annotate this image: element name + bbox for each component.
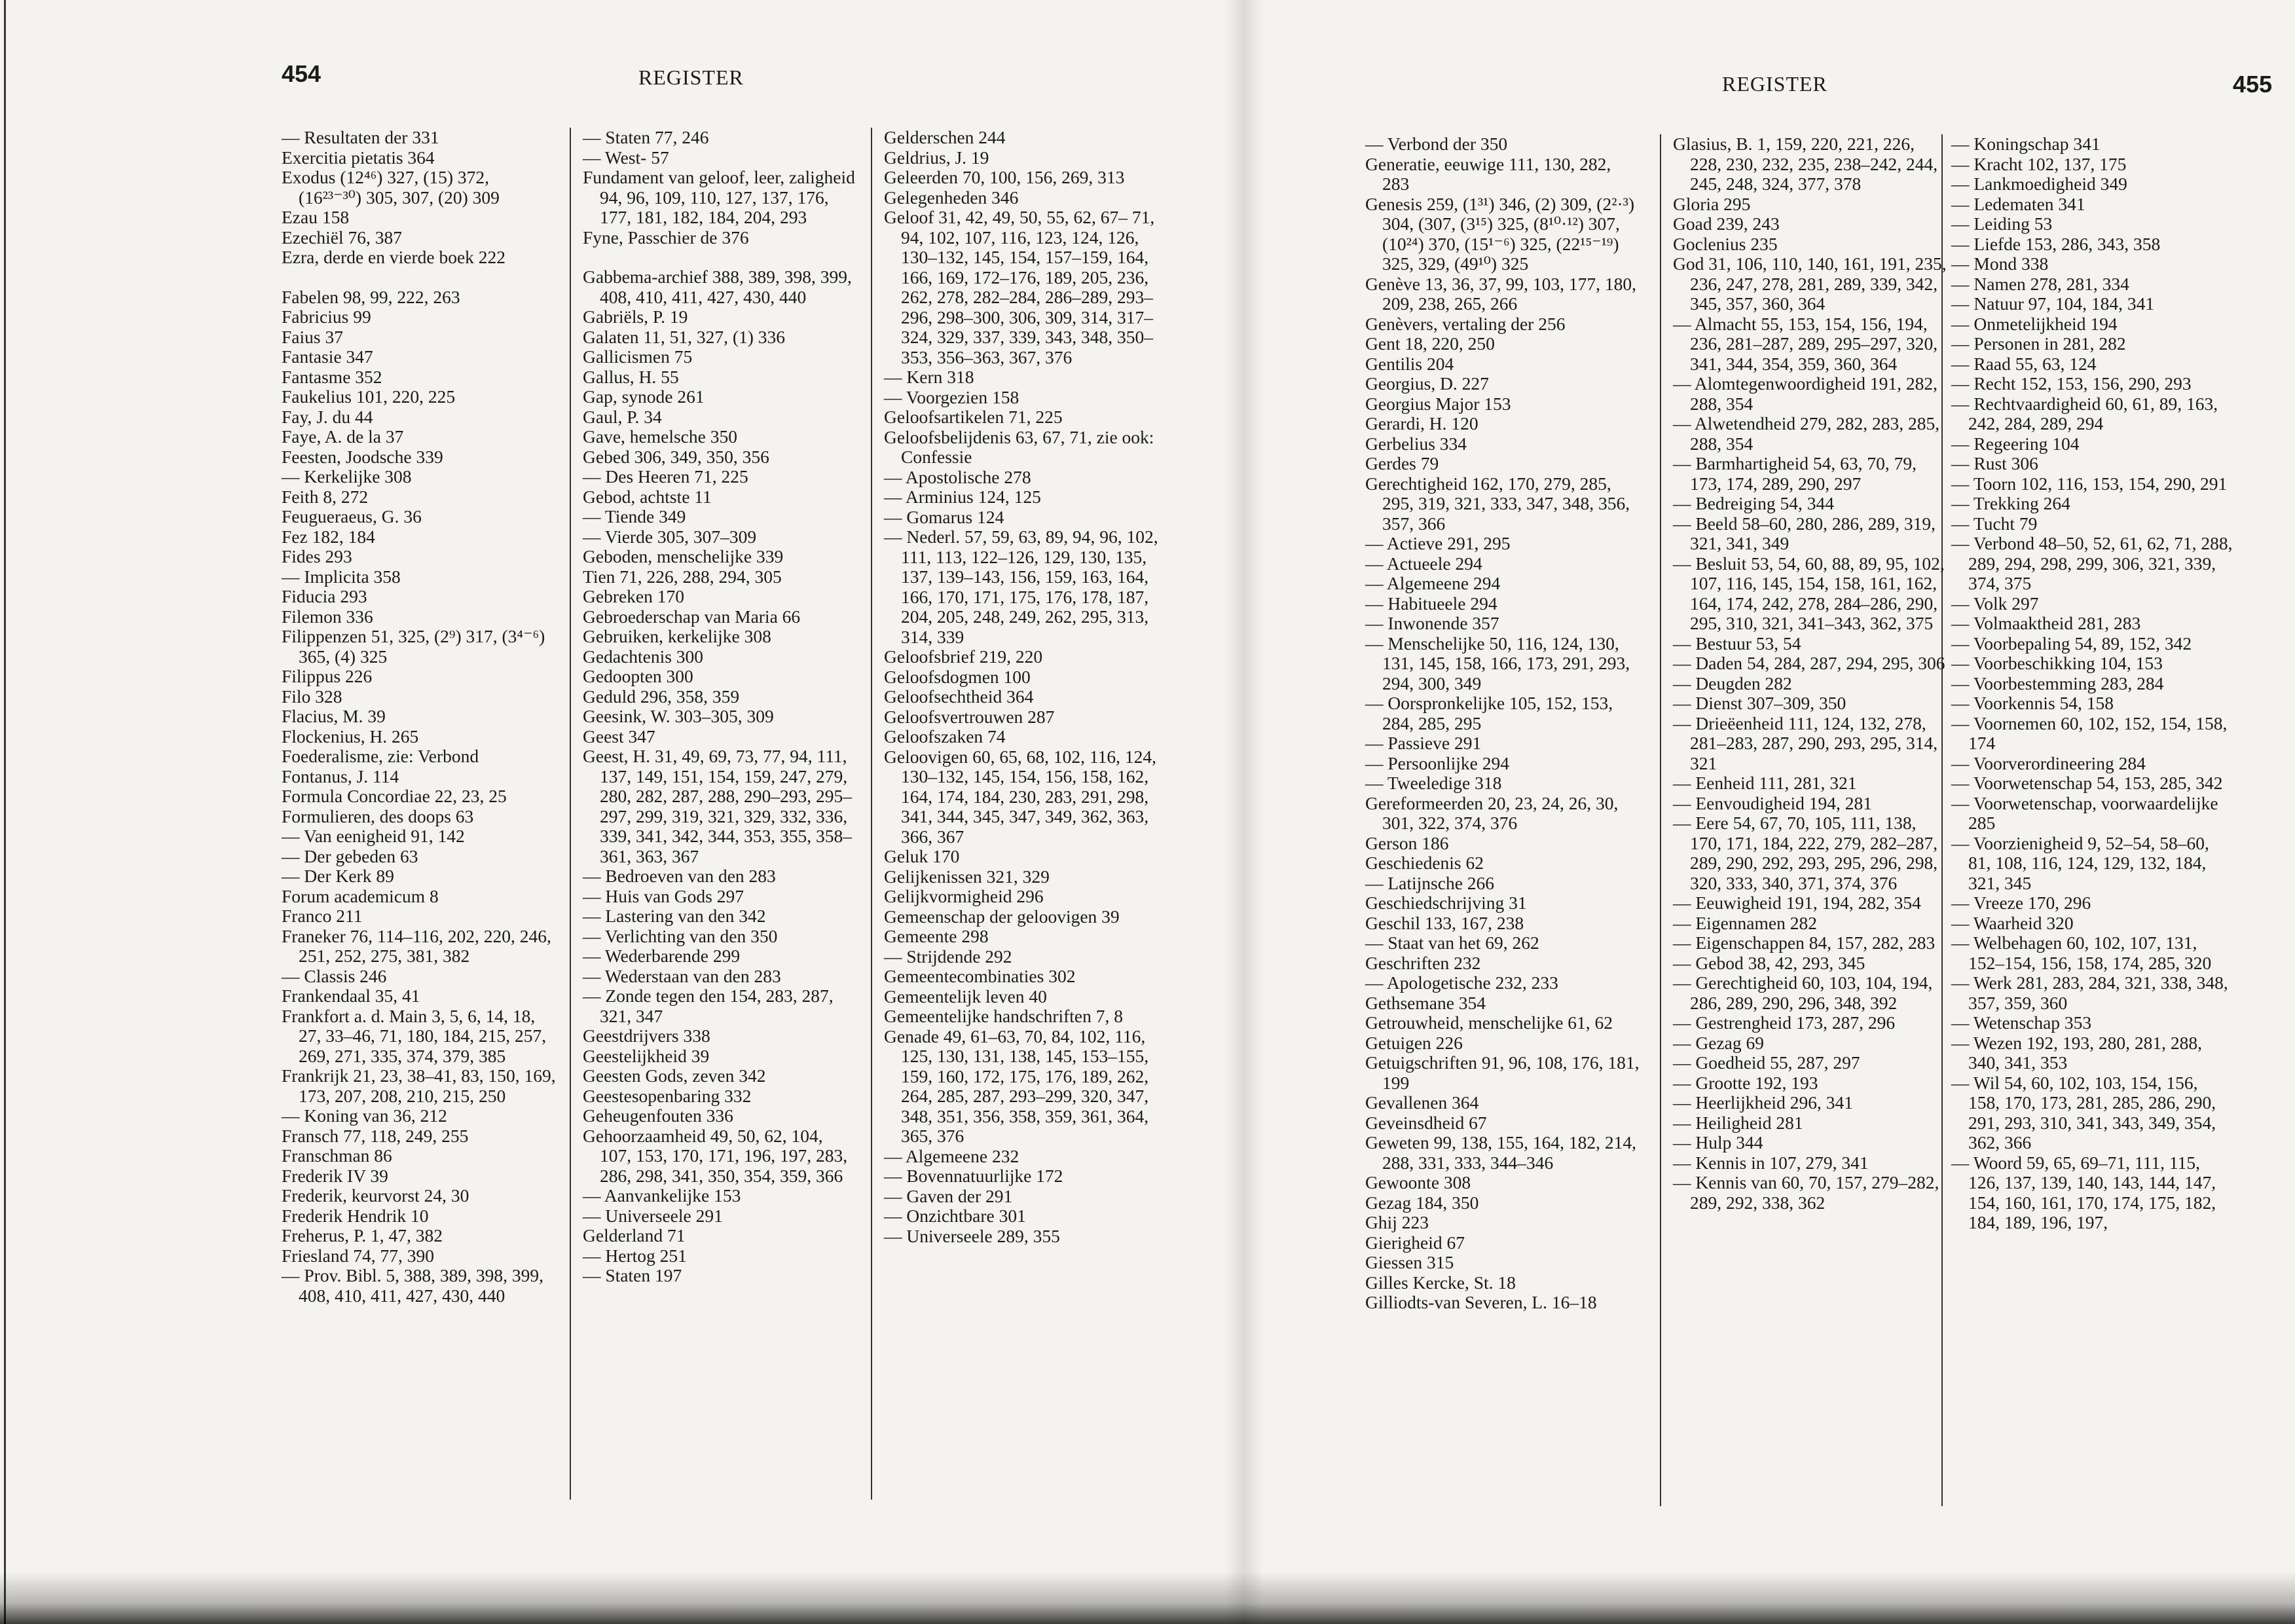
index-entry: — Actieve 291, 295: [1365, 533, 1511, 553]
index-entry: Feugueraeus, G. 36: [282, 506, 422, 526]
index-entry: Fay, J. du 44: [282, 406, 373, 427]
index-entry: Geluk 170: [884, 846, 960, 866]
index-entry: — Dienst 307–309, 350: [1673, 693, 1846, 713]
column-rule: [871, 128, 872, 1500]
index-entry: Generatie, eeuwige 111, 130, 282, 283: [1365, 153, 1611, 194]
index-entry: Frankfort a. d. Main 3, 5, 6, 14, 18, 27, 33–46, 71, 180, 184, 215, 257, 269, 271, 335, 374, 379, 385: [282, 1005, 547, 1066]
index-entry: Fez 182, 184: [282, 526, 375, 547]
left-page: [282, 0, 1211, 1572]
index-entry: Friesland 74, 77, 390: [282, 1245, 434, 1266]
index-entry: — Recht 152, 153, 156, 290, 293: [1951, 373, 2192, 394]
index-entry: — Bedreiging 54, 344: [1673, 493, 1834, 513]
index-entry: Glasius, B. 1, 159, 220, 221, 226, 228, 230, 232, 235, 238–242, 244, 245, 248, 324, 377, 378: [1673, 134, 1938, 194]
book-gutter: [1224, 0, 1264, 1624]
index-entry: Getuigschriften 91, 96, 108, 176, 181, 199: [1365, 1052, 1640, 1093]
index-entry: — Drieëenheid 111, 124, 132, 278, 281–283, 287, 290, 293, 295, 314, 321: [1673, 712, 1938, 773]
index-entry: — Trekking 264: [1951, 493, 2070, 513]
index-entry: Fransch 77, 118, 249, 255: [282, 1125, 469, 1146]
index-entry: — Bovennatuurlijke 172: [884, 1166, 1063, 1186]
index-entry: Forum academicum 8: [282, 885, 439, 906]
index-entry: Filo 328: [282, 686, 342, 707]
index-entry: Gedachtenis 300: [583, 646, 704, 667]
index-entry: — Strijdende 292: [884, 946, 1012, 967]
index-entry: — Voorwetenschap, voorwaardelijke 285: [1951, 792, 2218, 833]
index-entry: Getrouwheid, menschelijke 61, 62: [1365, 1012, 1613, 1033]
index-entry: — Apologetische 232, 233: [1365, 972, 1558, 993]
index-entry: — Raad 55, 63, 124: [1951, 353, 2097, 374]
index-entry: Flockenius, H. 265: [282, 726, 419, 747]
index-entry: Fiducia 293: [282, 586, 367, 606]
index-entry: — Heiligheid 281: [1673, 1112, 1803, 1133]
index-entry: — Toorn 102, 116, 153, 154, 290, 291: [1951, 473, 2228, 494]
index-entry: — Staten 197: [583, 1265, 682, 1285]
index-entry: Genève 13, 36, 37, 99, 103, 177, 180, 209, 238, 265, 266: [1365, 273, 1636, 314]
index-entry: Fides 293: [282, 546, 352, 566]
index-entry: — Vreeze 170, 296: [1951, 893, 2091, 913]
index-entry: Gallus, H. 55: [583, 366, 679, 387]
index-entry: Gemeenschap der geloovigen 39: [884, 906, 1120, 927]
index-entry: — Koning van 36, 212: [282, 1105, 447, 1126]
scan-bottom-edge: [0, 1572, 2295, 1624]
index-entry: — Namen 278, 281, 334: [1951, 273, 2129, 294]
index-entry: — Lastering van den 342: [583, 906, 766, 926]
page-edge-shadow: [4, 0, 6, 1624]
index-entry: Fabelen 98, 99, 222, 263: [282, 286, 460, 307]
index-entry: Frankendaal 35, 41: [282, 986, 420, 1006]
index-entry: Geest 347: [583, 726, 655, 747]
index-entry: — Eigennamen 282: [1673, 912, 1817, 933]
index-entry: God 31, 106, 110, 140, 161, 191, 235, 236, 247, 278, 281, 289, 339, 342, 345, 357, 360, 364: [1673, 253, 1947, 314]
index-entry: Gemeentecombinaties 302: [884, 966, 1076, 986]
index-entry: — Woord 59, 65, 69–71, 111, 115, 126, 137, 139, 140, 143, 144, 147, 154, 160, 161, 170, 174, 175, 182, 184, 189, 196, 197,: [1951, 1152, 2216, 1232]
index-entry: — Staten 77, 246: [583, 127, 709, 147]
index-entry: Gewoonte 308: [1365, 1172, 1471, 1192]
index-entry: — Wederbarende 299: [583, 946, 741, 966]
index-entry: — Werk 281, 283, 284, 321, 338, 348, 357, 359, 360: [1951, 972, 2228, 1013]
index-entry: — Eenheid 111, 281, 321: [1673, 773, 1857, 793]
index-entry: — Mond 338: [1951, 253, 2049, 274]
index-entry: — Voorgezien 158: [884, 386, 1019, 407]
index-entry: — Natuur 97, 104, 184, 341: [1951, 293, 2155, 314]
index-entry: Galaten 11, 51, 327, (1) 336: [583, 326, 786, 347]
index-entry: — Gebod 38, 42, 293, 345: [1673, 952, 1865, 973]
index-entry: — Der gebeden 63: [282, 845, 418, 866]
index-entry: — Welbehagen 60, 102, 107, 131, 152–154, 156, 158, 174, 285, 320: [1951, 932, 2212, 973]
index-entry: Fabricius 99: [282, 306, 371, 327]
index-entry: — Grootte 192, 193: [1673, 1072, 1818, 1093]
index-entry: Filippenzen 51, 325, (2⁹) 317, (3⁴⁻⁶) 365, (4) 325: [282, 626, 545, 667]
index-entry: Ghij 223: [1365, 1212, 1429, 1232]
index-entry: — Onzichtbare 301: [884, 1206, 1026, 1226]
index-entry: Gelijkvormigheid 296: [884, 886, 1044, 906]
page-number: 454: [282, 60, 321, 87]
index-entry: — Persoonlijke 294: [1365, 752, 1509, 773]
index-entry: — Beeld 58–60, 280, 286, 289, 319, 321, 341, 349: [1673, 513, 1936, 553]
index-entry: — Actueele 294: [1365, 553, 1482, 574]
index-entry: Giessen 315: [1365, 1252, 1454, 1272]
running-head: REGISTER: [638, 65, 744, 89]
index-entry: Fyne, Passchier de 376: [583, 227, 749, 248]
index-entry: — Voorbeschikking 104, 153: [1951, 653, 2163, 673]
index-entry: — Apostolische 278: [884, 466, 1031, 487]
index-entry: Formulieren, des doops 63: [282, 805, 474, 826]
index-entry: Gilliodts-van Severen, L. 16–18: [1365, 1292, 1597, 1312]
index-entry: — Bestuur 53, 54: [1673, 633, 1801, 654]
index-column-3: [884, 128, 1159, 1246]
index-entry: — Eere 54, 67, 70, 105, 111, 138, 170, 171, 184, 222, 279, 282–287, 289, 290, 292, 293, 295, 296, 298, 320, 333, 340, 371, 374, 376: [1673, 813, 1938, 893]
index-entry: — Almacht 55, 153, 154, 156, 194, 236, 281–287, 289, 295–297, 320, 341, 344, 354, 359, 360, 364: [1673, 313, 1938, 374]
index-entry: — Rust 306: [1951, 453, 2038, 473]
index-entry: Gedoopten 300: [583, 666, 693, 686]
index-entry: — Habitueele 294: [1365, 593, 1497, 614]
index-entry: — Gezag 69: [1673, 1032, 1764, 1053]
index-entry: — Wil 54, 60, 102, 103, 154, 156, 158, 170, 173, 281, 285, 286, 290, 291, 293, 310, 341, 343, 349, 354, 362, 366: [1951, 1072, 2216, 1153]
index-entry: Geweten 99, 138, 155, 164, 182, 214, 288, 331, 333, 344–346: [1365, 1132, 1636, 1173]
column-rule: [1660, 134, 1661, 1506]
index-entry: Geloofsvertrouwen 287: [884, 706, 1055, 727]
index-entry: Gebod, achtste 11: [583, 486, 712, 507]
index-entry: — Lankmoedigheid 349: [1951, 174, 2127, 194]
index-entry: Genesis 259, (1³¹) 346, (2) 309, (2²·³) 304, (307, (3¹⁵) 325, (8¹⁰·¹²) 307, (10²⁴) 370, (15¹⁻⁶) 325, (22¹⁵⁻¹⁹) 325, 329, (49¹⁰) 325: [1365, 193, 1635, 274]
index-entry: — Gomarus 124: [884, 506, 1004, 527]
index-entry: — Arminius 124, 125: [884, 487, 1041, 507]
index-entry: Gelderland 71: [583, 1225, 686, 1246]
index-entry: Gebreken 170: [583, 586, 685, 606]
index-entry: Goad 239, 243: [1673, 213, 1780, 234]
index-entry: Geschiedschrijving 31: [1365, 893, 1527, 913]
index-entry: — Tweeledige 318: [1365, 773, 1502, 793]
index-entry: Gentilis 204: [1365, 353, 1454, 374]
index-entry: — Verlichting van den 350: [583, 925, 778, 946]
index-entry: — Kerkelijke 308: [282, 466, 412, 487]
index-entry: — Kracht 102, 137, 175: [1951, 153, 2127, 174]
index-entry: Faius 37: [282, 326, 343, 347]
index-entry: — Barmhartigheid 54, 63, 70, 79, 173, 174, 289, 290, 297: [1673, 453, 1917, 494]
index-entry: Geduld 296, 358, 359: [583, 686, 740, 707]
index-entry: — Rechtvaardigheid 60, 61, 89, 163, 242, 284, 289, 294: [1951, 393, 2218, 434]
index-entry: Faukelius 101, 220, 225: [282, 386, 456, 407]
index-entry: Gilles Kercke, St. 18: [1365, 1272, 1516, 1293]
index-column-2: [583, 128, 858, 1286]
index-entry: — Verbond 48–50, 52, 61, 62, 71, 288, 289, 294, 298, 299, 306, 321, 339, 374, 375: [1951, 533, 2233, 593]
index-entry: Geestdrijvers 338: [583, 1025, 710, 1046]
index-entry: Tien 71, 226, 288, 294, 305: [583, 566, 782, 587]
index-entry: Gemeentelijke handschriften 7, 8: [884, 1006, 1124, 1026]
index-entry: Fundament van geloof, leer, zaligheid 94, 96, 109, 110, 127, 137, 176, 177, 181, 182, 184, 204, 293: [583, 167, 855, 227]
index-entry: Franco 211: [282, 906, 363, 926]
index-entry: — Van eenigheid 91, 142: [282, 826, 465, 846]
index-column-3: [1951, 134, 2233, 1233]
index-entry: — Universeele 291: [583, 1205, 723, 1226]
index-entry: Geestesopenbaring 332: [583, 1085, 752, 1106]
index-entry: Geboden, menschelijke 339: [583, 546, 784, 566]
index-entry: — Aanvankelijke 153: [583, 1185, 741, 1206]
index-entry: Georgius Major 153: [1365, 393, 1511, 414]
index-entry: — Inwonende 357: [1365, 613, 1499, 633]
column-rule: [570, 128, 571, 1500]
index-entry: Ezra, derde en vierde boek 222: [282, 247, 506, 267]
index-entry: Geloof 31, 42, 49, 50, 55, 62, 67– 71, 94, 102, 107, 116, 123, 124, 126, 130–132, 145, 154, 157–159, 164, 166, 169, 172–176, 189, 205, 236, 262, 278, 282–284, 286–289, 293–296, 298–300, 306, 309, 314, 317–324, 329, 337, 339, 343, 348, 350–353, 356–363, 367, 376: [884, 207, 1155, 367]
index-entry: Gereformeerden 20, 23, 24, 26, 30, 301, 322, 374, 376: [1365, 792, 1619, 833]
index-entry: Geheugenfouten 336: [583, 1105, 733, 1126]
index-entry: Geveinsdheid 67: [1365, 1112, 1487, 1133]
index-entry: Geloofsdogmen 100: [884, 666, 1031, 687]
index-entry: — Implicita 358: [282, 566, 401, 587]
index-entry: — Liefde 153, 286, 343, 358: [1951, 233, 2161, 254]
index-entry: — Heerlijkheid 296, 341: [1673, 1092, 1853, 1113]
index-column-1: [1365, 134, 1640, 1313]
index-entry: — Staat van het 69, 262: [1365, 932, 1539, 953]
index-entry: — Volk 297: [1951, 593, 2039, 614]
index-entry: Feith 8, 272: [282, 486, 369, 507]
index-entry: Gezag 184, 350: [1365, 1192, 1479, 1213]
index-entry: — Prov. Bibl. 5, 388, 389, 398, 399, 408, 410, 411, 427, 430, 440: [282, 1265, 544, 1306]
index-entry: Filemon 336: [282, 606, 373, 627]
index-entry: Flacius, M. 39: [282, 706, 386, 726]
index-entry: Gebroederschap van Maria 66: [583, 606, 801, 627]
index-entry: Gierigheid 67: [1365, 1232, 1465, 1253]
index-entry: — Gaven der 291: [884, 1185, 1013, 1206]
index-entry: — Voorkennis 54, 158: [1951, 693, 2114, 713]
index-entry: Genèvers, vertaling der 256: [1365, 313, 1566, 334]
index-entry: — Leiding 53: [1951, 213, 2053, 234]
index-entry: — Eigenschappen 84, 157, 282, 283: [1673, 932, 1936, 953]
index-entry: — Voorbepaling 54, 89, 152, 342: [1951, 633, 2192, 654]
index-entry: — Des Heeren 71, 225: [583, 466, 748, 487]
index-entry: Gemeente 298: [884, 926, 989, 946]
index-entry: — Alwetendheid 279, 282, 283, 285, 288, 354: [1673, 413, 1940, 454]
index-column-2: [1673, 134, 1948, 1213]
index-entry: Gebed 306, 349, 350, 356: [583, 446, 769, 467]
index-entry: Geschiedenis 62: [1365, 853, 1484, 873]
index-entry: Gap, synode 261: [583, 386, 705, 407]
index-entry: Gelijkenissen 321, 329: [884, 866, 1050, 887]
index-entry: Frederik Hendrik 10: [282, 1205, 429, 1226]
index-entry: — Algemeene 232: [884, 1145, 1019, 1166]
index-entry: Geestelijkheid 39: [583, 1045, 710, 1066]
index-entry: — Hulp 344: [1673, 1132, 1763, 1153]
index-entry: — Voornemen 60, 102, 152, 154, 158, 174: [1951, 712, 2228, 753]
index-entry: — Oorspronkelijke 105, 152, 153, 284, 285, 295: [1365, 693, 1613, 733]
index-entry: — Kennis van 60, 70, 157, 279–282, 289, 292, 338, 362: [1673, 1172, 1939, 1213]
index-entry: — Universeele 289, 355: [884, 1225, 1060, 1246]
index-entry: — Huis van Gods 297: [583, 885, 744, 906]
index-entry: — Volmaaktheid 281, 283: [1951, 613, 2141, 633]
index-entry: Foederalisme, zie: Verbond: [282, 746, 479, 766]
index-entry: — Tiende 349: [583, 506, 686, 526]
index-entry: Geloofszaken 74: [884, 726, 1006, 747]
index-entry: Gerson 186: [1365, 832, 1449, 853]
index-entry: Fantasie 347: [282, 346, 373, 367]
index-entry: Filippus 226: [282, 666, 373, 686]
index-entry: Gelderschen 244: [884, 127, 1006, 147]
index-entry: Frankrijk 21, 23, 38–41, 83, 150, 169, 173, 207, 208, 210, 215, 250: [282, 1065, 556, 1106]
index-entry: Gethsemane 354: [1365, 992, 1486, 1013]
index-entry: Gave, hemelsche 350: [583, 426, 737, 447]
index-entry: Geloofsartikelen 71, 225: [884, 407, 1063, 427]
index-entry: — Onmetelijkheid 194: [1951, 313, 2118, 334]
index-entry: — Voorwetenschap 54, 153, 285, 342: [1951, 773, 2223, 793]
index-entry: Ezechiël 76, 387: [282, 227, 403, 248]
index-entry: Georgius, D. 227: [1365, 373, 1489, 394]
right-page: [1365, 0, 2272, 1572]
index-entry: — Kern 318: [884, 367, 974, 387]
index-entry: Getuigen 226: [1365, 1032, 1463, 1053]
index-entry: — Waarheid 320: [1951, 912, 2074, 933]
index-entry: Freherus, P. 1, 47, 382: [282, 1225, 443, 1246]
index-entry: — Passieve 291: [1365, 733, 1482, 753]
index-entry: Gloria 295: [1673, 193, 1751, 214]
index-entry: Geesten Gods, zeven 342: [583, 1065, 766, 1086]
index-entry: Geloovigen 60, 65, 68, 102, 116, 124, 130–132, 145, 154, 156, 158, 162, 164, 174, 184, 230, 283, 291, 298, 341, 344, 345, 347, 349, 362, 363, 366, 367: [884, 746, 1157, 847]
index-entry: — Voorverordineering 284: [1951, 752, 2146, 773]
index-entry: Ezau 158: [282, 207, 350, 227]
index-entry: — Wederstaan van den 283: [583, 965, 781, 986]
index-column-1: [282, 128, 557, 1306]
index-entry: Geloofsechtheid 364: [884, 686, 1034, 707]
index-entry: — Vierde 305, 307–309: [583, 526, 757, 547]
index-entry: Gebruiken, kerkelijke 308: [583, 626, 771, 646]
index-entry: — Personen in 281, 282: [1951, 333, 2126, 354]
index-entry: — West- 57: [583, 147, 669, 168]
index-entry: Fantasme 352: [282, 366, 382, 387]
index-entry: Fontanus, J. 114: [282, 766, 399, 786]
index-entry: Geesink, W. 303–305, 309: [583, 706, 774, 726]
index-entry: Genade 49, 61–63, 70, 84, 102, 116, 125, 130, 131, 138, 145, 153–155, 159, 160, 172, 175, 176, 189, 262, 264, 285, 287, 293–299, 320, 347, 348, 351, 356, 358, 359, 361, 364, 365, 376: [884, 1025, 1149, 1146]
index-entry: — Tucht 79: [1951, 513, 2038, 534]
index-entry: — Deugden 282: [1673, 673, 1792, 693]
index-entry: Geldrius, J. 19: [884, 147, 989, 168]
index-entry: — Besluit 53, 54, 60, 88, 89, 95, 102, 107, 116, 145, 154, 158, 161, 162, 164, 174, 242, 278, 284–286, 290, 295, 310, 321, 341–343, 362, 375: [1673, 553, 1945, 633]
index-entry: Geschriften 232: [1365, 952, 1481, 973]
index-entry: Geloofsbrief 219, 220: [884, 646, 1043, 667]
index-entry: — Wezen 192, 193, 280, 281, 288, 340, 341, 353: [1951, 1032, 2202, 1073]
index-entry: — Alomtegenwoordigheid 191, 282, 288, 354: [1673, 373, 1938, 414]
index-entry: Geloofsbelijdenis 63, 67, 71, zie ook: Confessie: [884, 426, 1154, 467]
index-entry: Gerbelius 334: [1365, 433, 1467, 454]
index-entry: — Gerechtigheid 60, 103, 104, 194, 286, 289, 290, 296, 348, 392: [1673, 972, 1933, 1013]
index-entry: — Menschelijke 50, 116, 124, 130, 131, 145, 158, 166, 173, 291, 293, 294, 300, 349: [1365, 633, 1630, 693]
index-entry: — Classis 246: [282, 965, 387, 986]
index-entry: Gerardi, H. 120: [1365, 413, 1478, 434]
page-number: 455: [2232, 71, 2272, 98]
running-head: REGISTER: [1722, 72, 1827, 96]
index-entry: — Zonde tegen den 154, 283, 287, 321, 347: [583, 986, 834, 1026]
index-entry: Gabriëls, P. 19: [583, 306, 688, 327]
index-entry: Gerdes 79: [1365, 453, 1439, 473]
index-entry: Gent 18, 220, 250: [1365, 333, 1495, 354]
index-entry: — Resultaten der 331: [282, 127, 439, 147]
index-entry: Frederik, keurvorst 24, 30: [282, 1185, 469, 1206]
index-entry: — Eenvoudigheid 194, 281: [1673, 792, 1872, 813]
index-entry: Gehoorzaamheid 49, 50, 62, 104, 107, 153, 170, 171, 196, 197, 283, 286, 298, 341, 350, 354, 359, 366: [583, 1125, 848, 1186]
index-entry: — Wetenschap 353: [1951, 1012, 2092, 1033]
index-entry: Exercitia pietatis 364: [282, 147, 435, 168]
index-entry: — Hertog 251: [583, 1245, 687, 1266]
index-entry: Geest, H. 31, 49, 69, 73, 77, 94, 111, 137, 149, 151, 154, 159, 247, 279, 280, 282, 287, 288, 290–293, 295–297, 299, 319, 321, 329, 332, 336, 339, 341, 342, 344, 353, 355, 358–361, 363, 367: [583, 746, 852, 866]
index-entry: — Algemeene 294: [1365, 573, 1501, 593]
index-entry: Faye, A. de la 37: [282, 426, 404, 447]
index-entry: Feesten, Joodsche 339: [282, 446, 443, 467]
index-entry: Exodus (12⁴⁶) 327, (15) 372, (16²³⁻³⁰) 305, 307, (20) 309: [282, 167, 500, 208]
index-entry: Formula Concordiae 22, 23, 25: [282, 786, 507, 806]
index-entry: — Koningschap 341: [1951, 134, 2101, 154]
index-entry: — Gestrengheid 173, 287, 296: [1673, 1012, 1896, 1033]
index-entry: Gerechtigheid 162, 170, 279, 285, 295, 319, 321, 333, 347, 348, 356, 357, 366: [1365, 473, 1630, 534]
index-entry: Geschil 133, 167, 238: [1365, 912, 1524, 933]
index-entry: Frederik IV 39: [282, 1165, 388, 1186]
index-entry: — Daden 54, 284, 287, 294, 295, 306: [1673, 653, 1945, 673]
index-entry: — Ledematen 341: [1951, 193, 2085, 214]
index-entry: — Voorbestemming 283, 284: [1951, 673, 2164, 693]
index-entry: — Eeuwigheid 191, 194, 282, 354: [1673, 893, 1921, 913]
index-entry: Gallicismen 75: [583, 346, 693, 367]
index-entry: — Kennis in 107, 279, 341: [1673, 1152, 1869, 1173]
index-entry: Gemeentelijk leven 40: [884, 986, 1047, 1006]
index-entry: Gelegenheden 346: [884, 187, 1019, 208]
index-entry: Geleerden 70, 100, 156, 269, 313: [884, 167, 1125, 187]
index-entry: — Bedroeven van den 283: [583, 866, 776, 886]
index-entry: — Der Kerk 89: [282, 866, 394, 886]
index-entry: — Latijnsche 266: [1365, 872, 1495, 893]
index-entry: — Goedheid 55, 287, 297: [1673, 1052, 1860, 1073]
index-entry: — Voorzienigheid 9, 52–54, 58–60, 81, 108, 116, 124, 129, 132, 184, 321, 345: [1951, 832, 2209, 893]
index-entry: — Verbond der 350: [1365, 134, 1508, 154]
index-entry: Gaul, P. 34: [583, 406, 662, 427]
index-entry: Gabbema-archief 388, 389, 398, 399, 408, 410, 411, 427, 430, 440: [583, 267, 852, 307]
index-entry: Goclenius 235: [1673, 233, 1778, 254]
index-entry: Gevallenen 364: [1365, 1092, 1479, 1113]
index-entry: — Nederl. 57, 59, 63, 89, 94, 96, 102, 111, 113, 122–126, 129, 130, 135, 137, 139–143, 156, 159, 163, 164, 166, 170, 171, 175, 176, 178, 187, 204, 205, 248, 249, 262, 295, 313, 314, 339: [884, 526, 1158, 647]
index-entry: Franschman 86: [282, 1145, 392, 1166]
index-entry: — Regeering 104: [1951, 433, 2080, 454]
index-entry: Franeker 76, 114–116, 202, 220, 246, 251, 252, 275, 381, 382: [282, 925, 551, 966]
